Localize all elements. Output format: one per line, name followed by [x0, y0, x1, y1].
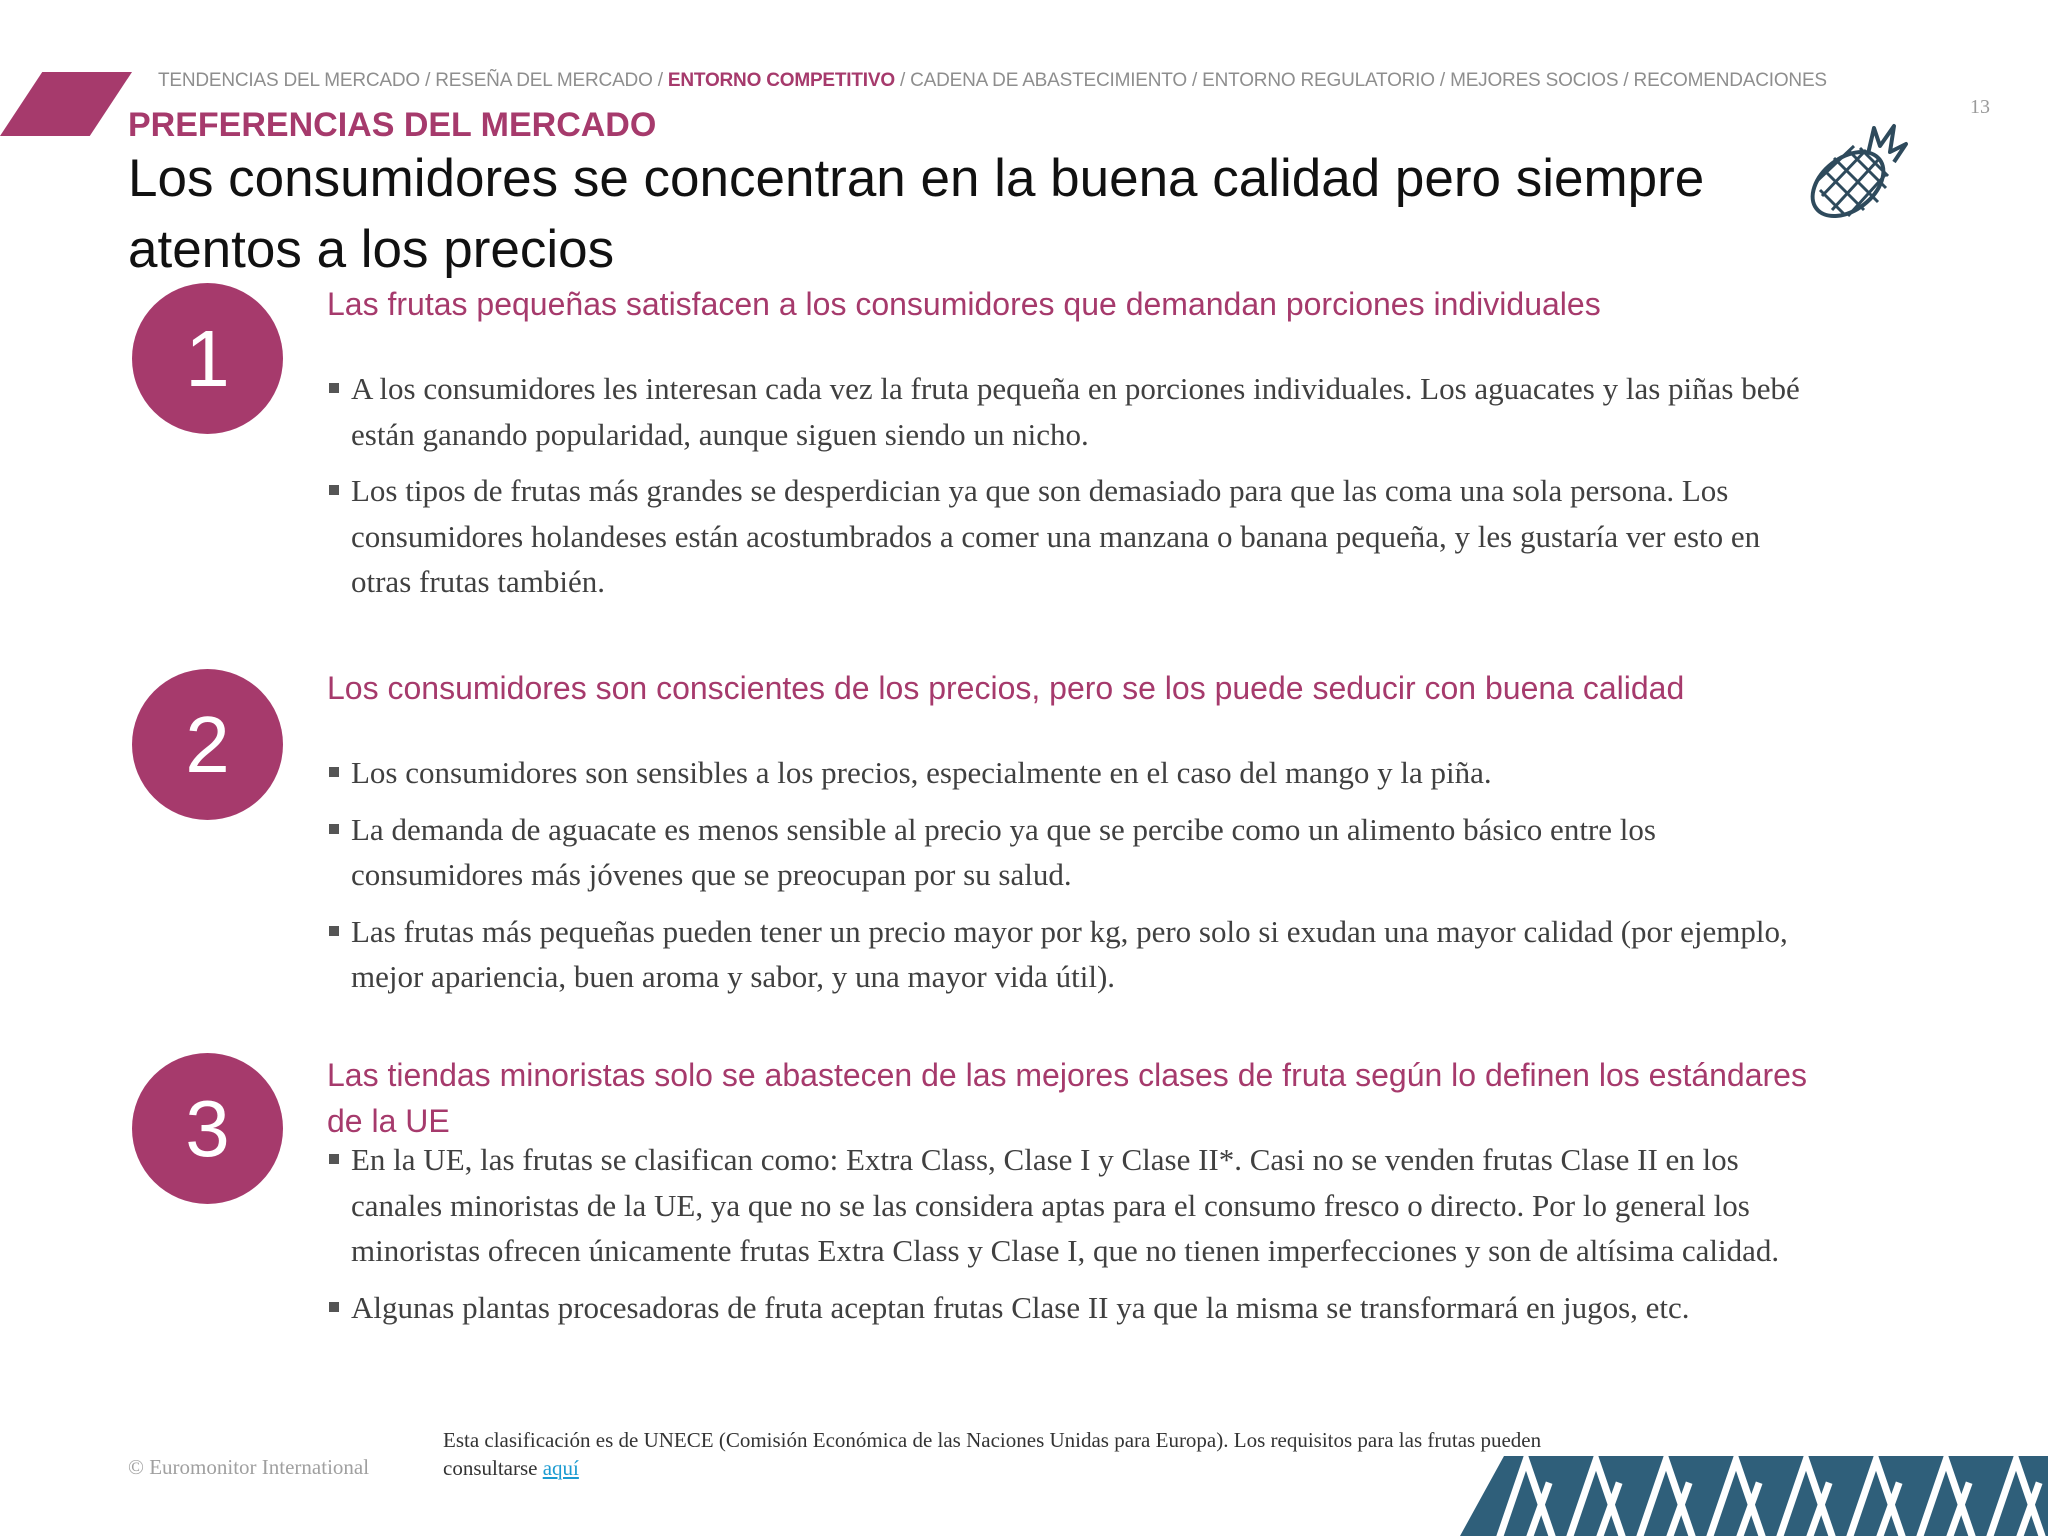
bullet-item: En la UE, las frutas se clasifican como: Extra Class, Clase I y Clase II*. Casi no se venden frutas Clase II en los canales minoristas de la UE, ya que no se las considera aptas para el consumo fresco o directo. Por lo general los minoristas ofrecen únicamente frutas Extra Class y Clase I, que no tienen imperfecciones y son de altísima calidad.	[327, 1137, 1827, 1274]
section-2-title: Los consumidores son conscientes de los precios, pero se los puede seducir con buena calidad	[327, 670, 1685, 706]
step-number-3: 3	[132, 1053, 283, 1204]
section-tag-shape	[0, 72, 132, 136]
section-label: PREFERENCIAS DEL MERCADO	[128, 106, 657, 144]
footnote-text: Esta clasificación es de UNECE (Comisión Económica de las Naciones Unidas para Europa). Los requisitos para las frutas pueden consultarse	[443, 1428, 1542, 1480]
section-2-bullets	[327, 750, 1827, 1011]
bullet-item: Las frutas más pequeñas pueden tener un precio mayor por kg, pero solo si exudan una mayor calidad (por ejemplo, mejor apariencia, buen aroma y sabor, y una mayor vida útil).	[327, 909, 1827, 1000]
step-number-1: 1	[132, 283, 283, 434]
breadcrumb	[158, 70, 1827, 92]
breadcrumb-item-socios[interactable]: MEJORES SOCIOS /	[1450, 70, 1634, 91]
bullet-item: Los consumidores son sensibles a los precios, especialmente en el caso del mango y la piña.	[327, 750, 1827, 796]
footnote-link[interactable]: aquí	[542, 1456, 579, 1480]
section-1-bullets	[327, 366, 1827, 616]
bullet-item: A los consumidores les interesan cada vez la fruta pequeña en porciones individuales. Los aguacates y las piñas bebé están ganando popularidad, aunque siguen siendo un nicho.	[327, 366, 1827, 457]
decorative-pattern	[1460, 1456, 2048, 1536]
page-number: 13	[1970, 96, 1990, 118]
copyright-notice: © Euromonitor International	[128, 1455, 370, 1479]
page-title: Los consumidores se concentran en la buena calidad pero siempre atentos a los precios	[128, 149, 1705, 279]
breadcrumb-item-entorno-competitivo[interactable]: ENTORNO COMPETITIVO	[667, 70, 895, 91]
footnote	[443, 1426, 1543, 1482]
section-1-title: Las frutas pequeñas satisfacen a los consumidores que demandan porciones individuales	[327, 286, 1601, 322]
section-3-bullets	[327, 1137, 1827, 1341]
breadcrumb-item-resena[interactable]: RESEÑA DEL MERCADO /	[435, 70, 668, 91]
bullet-item: Algunas plantas procesadoras de fruta aceptan frutas Clase II ya que la misma se transformará en jugos, etc.	[327, 1285, 1827, 1331]
pineapple-icon	[1804, 118, 1908, 228]
bullet-item: Los tipos de frutas más grandes se desperdician ya que son demasiado para que las coma una sola persona. Los consumidores holandeses están acostumbrados a comer una manzana o banana pequeña, y les gustaría ver esto en otras frutas también.	[327, 468, 1827, 605]
section-3-title: Las tiendas minoristas solo se abastecen de las mejores clases de fruta según lo definen los estándares de la UE	[327, 1057, 1807, 1139]
step-number-2: 2	[132, 669, 283, 820]
breadcrumb-item-recomendaciones[interactable]: RECOMENDACIONES	[1633, 70, 1827, 91]
breadcrumb-item-cadena[interactable]: / CADENA DE ABASTECIMIENTO /	[894, 70, 1203, 91]
bullet-item: La demanda de aguacate es menos sensible al precio ya que se percibe como un alimento básico entre los consumidores más jóvenes que se preocupan por su salud.	[327, 807, 1827, 898]
breadcrumb-item-regulatorio[interactable]: ENTORNO REGULATORIO /	[1202, 70, 1451, 91]
breadcrumb-item-tendencias[interactable]: TENDENCIAS DEL MERCADO /	[158, 70, 436, 91]
